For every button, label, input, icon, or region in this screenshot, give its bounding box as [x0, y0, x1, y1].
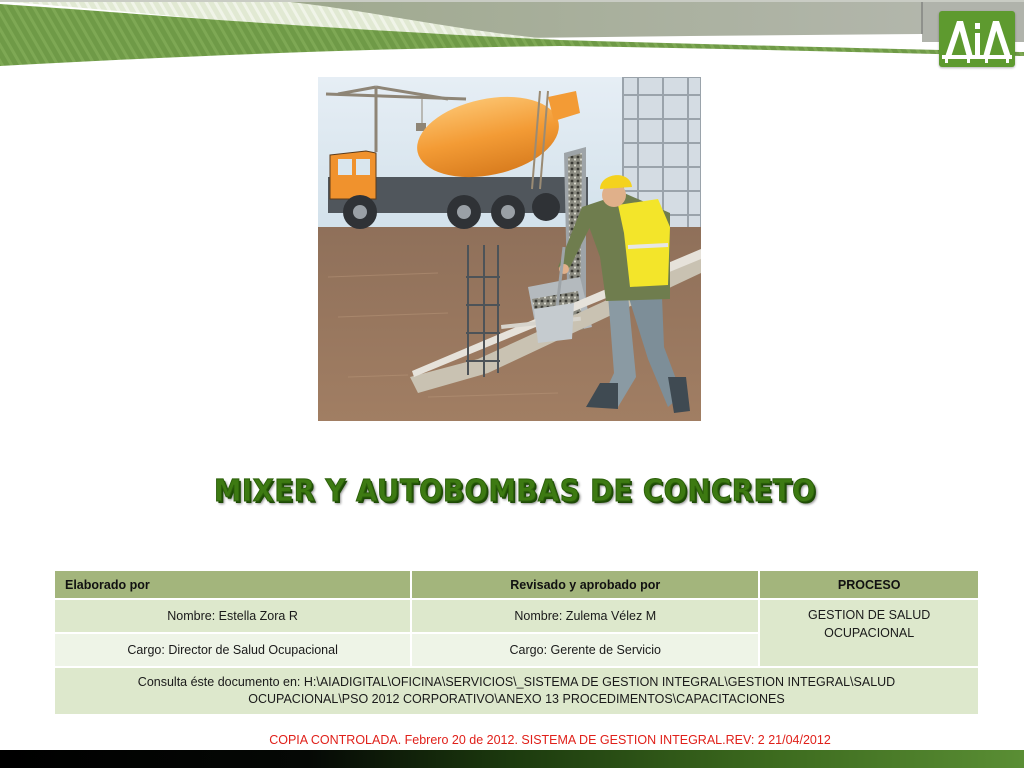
table-row-consulta: [54, 667, 979, 715]
proceso-line2: OCUPACIONAL: [824, 626, 915, 640]
header-swoosh-graphic: [0, 0, 1024, 80]
aia-logo: [939, 11, 1015, 67]
header-banner: [0, 0, 1024, 80]
aia-logo-icon: [939, 11, 1015, 67]
concrete-pouring-illustration: [318, 77, 701, 421]
document-control-table: [53, 569, 980, 716]
consulta-path: [54, 667, 979, 715]
consulta-line2: OCUPACIONAL\PSO 2012 CORPORATIVO\ANEXO 13 PROCEDIMENTOS\CAPACITACIONES: [248, 692, 785, 706]
concrete-scene-image: [318, 77, 701, 421]
consulta-line1: Consulta éste documento en: H:\AIADIGITAL\OFICINA\SERVICIOS\_SISTEMA DE GESTION INTEGRAL\GESTION INTEGRAL\SALUD: [137, 675, 896, 689]
revisado-cargo: Cargo: Gerente de Servicio: [411, 633, 759, 667]
revisado-nombre: Nombre: Zulema Vélez M: [411, 599, 759, 633]
page-title: MIXER Y AUTOBOMBAS DE CONCRETO: [213, 474, 817, 509]
proceso-value: [759, 599, 979, 667]
elaborado-cargo: Cargo: Director de Salud Ocupacional: [54, 633, 411, 667]
header-revisado: Revisado y aprobado por: [411, 570, 759, 599]
table-header-row: [54, 570, 979, 599]
proceso-line1: GESTION DE SALUD: [808, 608, 931, 622]
header-proceso: PROCESO: [759, 570, 979, 599]
controlled-copy-note: COPIA CONTROLADA. Febrero 20 de 2012. SISTEMA DE GESTION INTEGRAL.REV: 2 21/04/2012: [269, 733, 831, 747]
header-elaborado: Elaborado por: [54, 570, 411, 599]
table-row: [54, 599, 979, 633]
footer-bar: [0, 750, 1024, 768]
elaborado-nombre: Nombre: Estella Zora R: [54, 599, 411, 633]
